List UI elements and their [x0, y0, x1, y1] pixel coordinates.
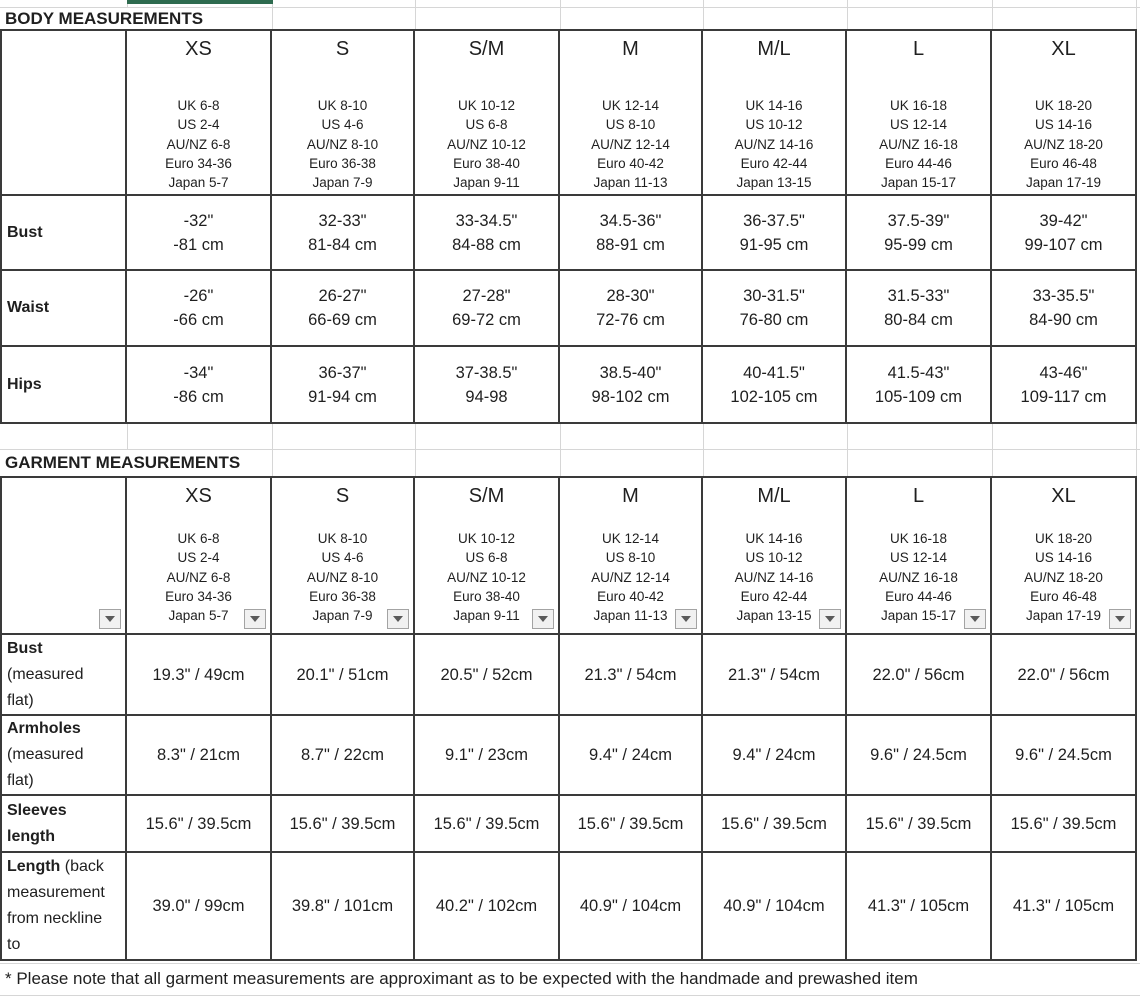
measurement-inches: 38.5-40" — [599, 363, 662, 382]
size-conversion-us: US 10-12 — [745, 550, 803, 566]
row-label-bold: Bust — [7, 639, 43, 657]
measurement-value: 15.6" / 39.5cm — [577, 814, 684, 833]
size-conversion-japan: Japan 13-15 — [736, 608, 812, 624]
size-conversions — [447, 96, 526, 192]
garment-sleeves-s — [272, 796, 415, 853]
garment-armholes-xl — [992, 716, 1135, 796]
size-conversion-us: US 2-4 — [177, 550, 220, 566]
size-conversion-uk: UK 18-20 — [1034, 531, 1093, 546]
size-conversion-aunz: AU/NZ 14-16 — [734, 136, 814, 152]
size-conversions — [735, 529, 814, 625]
row-label-rest: (measured flat) — [7, 746, 84, 789]
size-conversion-japan: Japan 5-7 — [168, 608, 229, 624]
garment-armholes-l — [847, 716, 992, 796]
measurement-value: 21.3" / 54cm — [727, 665, 821, 684]
measurement-value: 9.4" / 24cm — [732, 746, 816, 764]
size-conversion-euro: Euro 34-36 — [165, 588, 232, 604]
measurement-cm: 81-84 cm — [308, 235, 377, 254]
hips-cell-l — [847, 347, 992, 422]
row-label-length — [2, 853, 127, 959]
row-label-rest: (back measurement from neckline to — [7, 858, 105, 953]
measurement-inches: 36-37" — [318, 363, 367, 382]
filter-dropdown-button[interactable] — [244, 609, 266, 629]
measurement-value: 9.4" / 24cm — [589, 746, 672, 764]
size-conversion-japan: Japan 17-19 — [1025, 608, 1102, 624]
measurement-cm: -86 cm — [173, 387, 224, 406]
size-conversion-us: US 8-10 — [605, 117, 656, 133]
size-conversions — [165, 96, 232, 192]
body-section-title: BODY MEASUREMENTS — [0, 8, 1140, 29]
size-conversion-uk: UK 12-14 — [601, 98, 660, 113]
garment-armholes-ml — [703, 716, 847, 796]
size-conversion-aunz: AU/NZ 18-20 — [1024, 569, 1103, 585]
measurement-cm: 72-76 cm — [596, 311, 665, 329]
measurement-inches: 26-27" — [318, 287, 367, 305]
measurement-inches: 37.5-39" — [887, 211, 950, 230]
waist-cell-m — [560, 271, 703, 347]
chevron-down-icon — [681, 616, 691, 622]
size-label: L — [912, 485, 925, 507]
body-header-xl — [992, 31, 1135, 196]
measurement-cm: 99-107 cm — [1024, 235, 1103, 254]
waist-cell-sm — [415, 271, 560, 347]
size-conversion-aunz: AU/NZ 12-14 — [591, 569, 670, 585]
size-conversion-japan: Japan 7-9 — [312, 608, 373, 624]
garment-section-title: GARMENT MEASUREMENTS — [0, 450, 1140, 476]
row-label-text: Bust — [7, 223, 43, 241]
hips-cell-xl — [992, 347, 1135, 422]
filter-dropdown-button[interactable] — [819, 609, 841, 629]
measurement-value: 15.6" / 39.5cm — [433, 814, 540, 833]
size-conversions — [307, 529, 378, 625]
row-label-bust — [2, 196, 127, 271]
filter-dropdown-button[interactable] — [964, 609, 986, 629]
chevron-down-icon — [538, 616, 548, 622]
garment-bust-sm — [415, 635, 560, 716]
measurement-cm: 102-105 cm — [730, 387, 818, 406]
row-label-hips — [2, 347, 127, 422]
body-header-l — [847, 31, 992, 196]
measurement-value: 19.3" / 49cm — [152, 665, 245, 684]
measurement-value: 15.6" / 39.5cm — [865, 814, 972, 833]
size-conversion-japan: Japan 15-17 — [880, 175, 957, 191]
size-conversion-us: US 6-8 — [465, 117, 508, 133]
body-header-m — [560, 31, 703, 196]
row-label-text: Waist — [7, 299, 50, 316]
size-conversion-japan: Japan 17-19 — [1025, 175, 1102, 191]
measurement-cm: 105-109 cm — [874, 387, 963, 406]
measurement-value: 41.3" / 105cm — [867, 897, 970, 915]
size-conversion-aunz: AU/NZ 12-14 — [591, 136, 670, 152]
measurement-inches: 33-35.5" — [1032, 287, 1095, 305]
measurement-value: 9.1" / 23cm — [445, 746, 528, 764]
size-label: M/L — [757, 38, 791, 60]
filter-dropdown-button[interactable] — [387, 609, 409, 629]
row-label-sleeves-length — [2, 796, 127, 853]
size-conversion-euro: Euro 42-44 — [740, 155, 808, 171]
garment-length-l — [847, 853, 992, 959]
measurement-value: 8.3" / 21cm — [157, 746, 240, 764]
measurement-inches: 37-38.5" — [455, 363, 518, 382]
size-conversion-uk: UK 10-12 — [457, 531, 516, 546]
garment-sleeves-ml — [703, 796, 847, 853]
measurement-cm: 91-94 cm — [308, 387, 377, 406]
footnote: * Please note that all garment measurements are approximant as to be expected with the handmade and prewashed item — [0, 963, 1140, 996]
body-header-xs — [127, 31, 272, 196]
measurement-cm: 69-72 cm — [452, 311, 521, 329]
hips-cell-m — [560, 347, 703, 422]
size-conversion-aunz: AU/NZ 8-10 — [306, 136, 379, 152]
measurement-cm: -81 cm — [173, 235, 224, 254]
garment-bust-l — [847, 635, 992, 716]
chevron-down-icon — [105, 616, 115, 622]
row-label-bold: Sleeves length — [7, 801, 67, 845]
measurement-inches: -34" — [183, 363, 214, 382]
measurement-inches: -32" — [183, 211, 214, 230]
size-conversion-euro: Euro 42-44 — [740, 588, 808, 604]
size-conversions — [879, 96, 958, 192]
size-conversion-euro: Euro 44-46 — [885, 588, 952, 604]
size-conversion-japan: Japan 9-11 — [453, 175, 520, 191]
size-conversions — [165, 529, 232, 625]
garment-bust-m — [560, 635, 703, 716]
garment-sleeves-l — [847, 796, 992, 853]
size-conversion-euro: Euro 46-48 — [1030, 155, 1097, 171]
measurement-inches: 36-37.5" — [743, 211, 805, 230]
measurement-value: 41.3" / 105cm — [1012, 897, 1115, 915]
measurement-value: 9.6" / 24.5cm — [1015, 746, 1112, 764]
size-conversion-us: US 2-4 — [177, 117, 220, 133]
measurement-value: 39.0" / 99cm — [152, 897, 245, 915]
bust-cell-l — [847, 196, 992, 271]
size-conversion-us: US 4-6 — [321, 550, 364, 566]
measurement-inches: 30-31.5" — [743, 287, 805, 305]
size-conversion-japan: Japan 13-15 — [736, 175, 812, 191]
filter-dropdown-button[interactable] — [532, 609, 554, 629]
size-conversion-uk: UK 14-16 — [745, 531, 803, 546]
size-conversions — [591, 96, 670, 192]
garment-armholes-m — [560, 716, 703, 796]
garment-sleeves-sm — [415, 796, 560, 853]
filter-dropdown-button[interactable] — [1109, 609, 1131, 629]
size-conversion-aunz: AU/NZ 10-12 — [447, 136, 526, 152]
measurement-value: 15.6" / 39.5cm — [145, 814, 252, 833]
measurement-cm: 94-98 — [465, 387, 508, 406]
waist-cell-ml — [703, 271, 847, 347]
row-label-bold: Length — [7, 858, 61, 875]
garment-armholes-sm — [415, 716, 560, 796]
size-conversion-us: US 14-16 — [1034, 550, 1093, 566]
garment-length-xs — [127, 853, 272, 959]
chevron-down-icon — [825, 616, 835, 622]
garment-length-sm — [415, 853, 560, 959]
measurement-inches: 31.5-33" — [887, 287, 950, 305]
measurement-inches: 43-46" — [1039, 363, 1088, 382]
size-conversion-uk: UK 12-14 — [601, 531, 660, 546]
measurement-cm: 80-84 cm — [884, 311, 953, 329]
size-conversion-japan: Japan 11-13 — [593, 175, 668, 191]
row-label-waist — [2, 271, 127, 347]
hips-cell-s — [272, 347, 415, 422]
sheet-gap-row — [0, 424, 1140, 450]
garment-header-m — [560, 478, 703, 635]
size-conversion-euro: Euro 36-38 — [309, 155, 376, 171]
waist-cell-s — [272, 271, 415, 347]
bust-cell-xl — [992, 196, 1135, 271]
chevron-down-icon — [393, 616, 403, 622]
measurement-cm: 76-80 cm — [739, 311, 809, 329]
size-conversion-uk: UK 14-16 — [745, 98, 803, 113]
body-header-sm — [415, 31, 560, 196]
size-conversion-uk: UK 6-8 — [177, 98, 220, 113]
green-selection-border — [127, 0, 273, 4]
size-conversion-euro: Euro 44-46 — [885, 155, 952, 171]
size-conversion-us: US 12-14 — [889, 550, 948, 566]
row-label-text: Hips — [7, 375, 42, 393]
measurement-value: 40.2" / 102cm — [435, 897, 538, 915]
size-conversion-euro: Euro 38-40 — [453, 588, 520, 604]
measurement-value: 22.0" / 56cm — [1017, 665, 1110, 684]
size-conversion-uk: UK 8-10 — [317, 98, 368, 113]
size-conversions — [1024, 96, 1103, 192]
row-label-garment-bust — [2, 635, 127, 716]
size-conversion-us: US 14-16 — [1034, 117, 1093, 133]
measurement-value: 15.6" / 39.5cm — [289, 814, 396, 833]
measurement-inches: 41.5-43" — [887, 363, 950, 382]
hips-cell-sm — [415, 347, 560, 422]
size-conversion-aunz: AU/NZ 16-18 — [879, 136, 958, 152]
size-conversions — [307, 96, 378, 192]
garment-sleeves-xl — [992, 796, 1135, 853]
size-conversion-aunz: AU/NZ 6-8 — [166, 136, 231, 152]
size-conversions — [735, 96, 814, 192]
measurement-inches: 27-28" — [462, 287, 511, 305]
garment-header-sm — [415, 478, 560, 635]
size-conversion-aunz: AU/NZ 16-18 — [879, 569, 958, 585]
garment-header-xl — [992, 478, 1135, 635]
garment-bust-xs — [127, 635, 272, 716]
bust-cell-m — [560, 196, 703, 271]
bust-cell-s — [272, 196, 415, 271]
size-label: L — [912, 38, 925, 60]
measurement-value: 15.6" / 39.5cm — [721, 814, 827, 833]
garment-armholes-s — [272, 716, 415, 796]
size-conversion-aunz: AU/NZ 6-8 — [166, 569, 231, 585]
measurement-value: 20.1" / 51cm — [296, 665, 389, 684]
size-conversions — [591, 529, 670, 625]
measurement-cm: 66-69 cm — [308, 311, 377, 329]
measurement-inches: 28-30" — [606, 287, 655, 305]
size-label: XL — [1051, 485, 1076, 507]
garment-bust-s — [272, 635, 415, 716]
filter-dropdown-button[interactable] — [99, 609, 121, 629]
waist-cell-l — [847, 271, 992, 347]
garment-sleeves-m — [560, 796, 703, 853]
size-conversion-euro: Euro 36-38 — [309, 588, 376, 604]
size-conversion-japan: Japan 9-11 — [453, 608, 520, 624]
size-conversions — [1024, 529, 1103, 625]
garment-header-s — [272, 478, 415, 635]
size-conversion-us: US 12-14 — [889, 117, 948, 133]
size-conversion-japan: Japan 15-17 — [880, 608, 957, 624]
measurement-value: 40.9" / 104cm — [579, 897, 682, 915]
measurement-cm: 84-88 cm — [452, 235, 521, 254]
garment-length-s — [272, 853, 415, 959]
measurement-cm: -66 cm — [173, 311, 224, 329]
garment-length-xl — [992, 853, 1135, 959]
size-label: S/M — [468, 38, 505, 60]
chevron-down-icon — [250, 616, 260, 622]
measurement-inches: 39-42" — [1039, 211, 1088, 230]
size-conversion-japan: Japan 7-9 — [312, 175, 373, 191]
measurement-inches: 34.5-36" — [599, 211, 662, 230]
size-conversion-uk: UK 8-10 — [317, 531, 368, 546]
measurement-value: 9.6" / 24.5cm — [870, 746, 967, 764]
size-conversion-aunz: AU/NZ 10-12 — [447, 569, 526, 585]
size-conversion-euro: Euro 38-40 — [453, 155, 520, 171]
garment-bust-xl — [992, 635, 1135, 716]
body-header-s — [272, 31, 415, 196]
size-label: S/M — [468, 485, 505, 507]
row-label-bold: Armholes — [7, 720, 81, 737]
chevron-down-icon — [1115, 616, 1125, 622]
measurement-inches: 40-41.5" — [743, 363, 805, 382]
hips-cell-xs — [127, 347, 272, 422]
size-conversions — [879, 529, 958, 625]
size-conversion-euro: Euro 40-42 — [597, 155, 664, 171]
size-label: S — [335, 38, 350, 60]
body-header-ml — [703, 31, 847, 196]
measurement-cm: 91-95 cm — [739, 235, 809, 254]
waist-cell-xs — [127, 271, 272, 347]
filter-dropdown-button[interactable] — [675, 609, 697, 629]
measurement-cm: 88-91 cm — [596, 235, 665, 254]
bust-cell-ml — [703, 196, 847, 271]
chevron-down-icon — [970, 616, 980, 622]
measurement-cm: 95-99 cm — [884, 235, 953, 254]
size-label: M — [622, 485, 639, 507]
size-label: XS — [185, 485, 212, 507]
size-label: S — [335, 485, 350, 507]
size-conversion-us: US 10-12 — [745, 117, 803, 133]
size-conversion-aunz: AU/NZ 14-16 — [734, 569, 814, 585]
size-conversion-uk: UK 16-18 — [889, 531, 948, 546]
row-label-rest: (measured flat) — [7, 665, 84, 709]
size-conversion-uk: UK 16-18 — [889, 98, 948, 113]
size-label: M/L — [757, 485, 791, 507]
measurement-cm: 109-117 cm — [1020, 387, 1107, 406]
size-conversion-us: US 8-10 — [605, 550, 656, 566]
waist-cell-xl — [992, 271, 1135, 347]
garment-length-m — [560, 853, 703, 959]
size-conversion-euro: Euro 46-48 — [1030, 588, 1097, 604]
bust-cell-xs — [127, 196, 272, 271]
measurement-inches: 33-34.5" — [455, 211, 518, 230]
garment-sleeves-xs — [127, 796, 272, 853]
garment-armholes-xs — [127, 716, 272, 796]
measurement-value: 40.9" / 104cm — [723, 897, 825, 915]
size-conversion-japan: Japan 5-7 — [168, 175, 229, 191]
garment-bust-ml — [703, 635, 847, 716]
size-conversion-uk: UK 18-20 — [1034, 98, 1093, 113]
size-conversion-uk: UK 6-8 — [177, 531, 220, 546]
measurement-value: 8.7" / 22cm — [301, 746, 384, 764]
measurement-cm: 98-102 cm — [591, 387, 670, 406]
size-conversion-euro: Euro 40-42 — [597, 588, 664, 604]
size-conversion-aunz: AU/NZ 18-20 — [1024, 136, 1103, 152]
bust-cell-sm — [415, 196, 560, 271]
size-conversion-us: US 6-8 — [465, 550, 508, 566]
row-label-garment-armholes — [2, 716, 127, 796]
measurement-value: 15.6" / 39.5cm — [1010, 814, 1117, 833]
size-label: XL — [1051, 38, 1076, 60]
size-conversion-japan: Japan 11-13 — [593, 608, 668, 624]
measurement-inches: 32-33" — [318, 211, 367, 230]
size-conversion-us: US 4-6 — [321, 117, 364, 133]
measurement-value: 22.0" / 56cm — [872, 665, 965, 684]
size-conversion-uk: UK 10-12 — [457, 98, 516, 113]
hips-cell-ml — [703, 347, 847, 422]
measurement-value: 39.8" / 101cm — [291, 897, 394, 915]
measurement-cm: 84-90 cm — [1029, 311, 1098, 329]
garment-length-ml — [703, 853, 847, 959]
garment-header-xs — [127, 478, 272, 635]
body-corner-cell — [2, 31, 127, 196]
garment-header-ml — [703, 478, 847, 635]
size-label: M — [622, 38, 639, 60]
body-measurements-table — [0, 29, 1137, 424]
size-conversion-aunz: AU/NZ 8-10 — [306, 569, 379, 585]
garment-corner-cell — [2, 478, 127, 635]
measurement-value: 20.5" / 52cm — [440, 665, 533, 684]
garment-header-l — [847, 478, 992, 635]
size-label: XS — [185, 38, 212, 60]
measurement-inches: -26" — [183, 287, 214, 305]
garment-measurements-table — [0, 476, 1137, 961]
size-conversions — [447, 529, 526, 625]
measurement-value: 21.3" / 54cm — [584, 665, 677, 684]
size-conversion-euro: Euro 34-36 — [165, 155, 232, 171]
